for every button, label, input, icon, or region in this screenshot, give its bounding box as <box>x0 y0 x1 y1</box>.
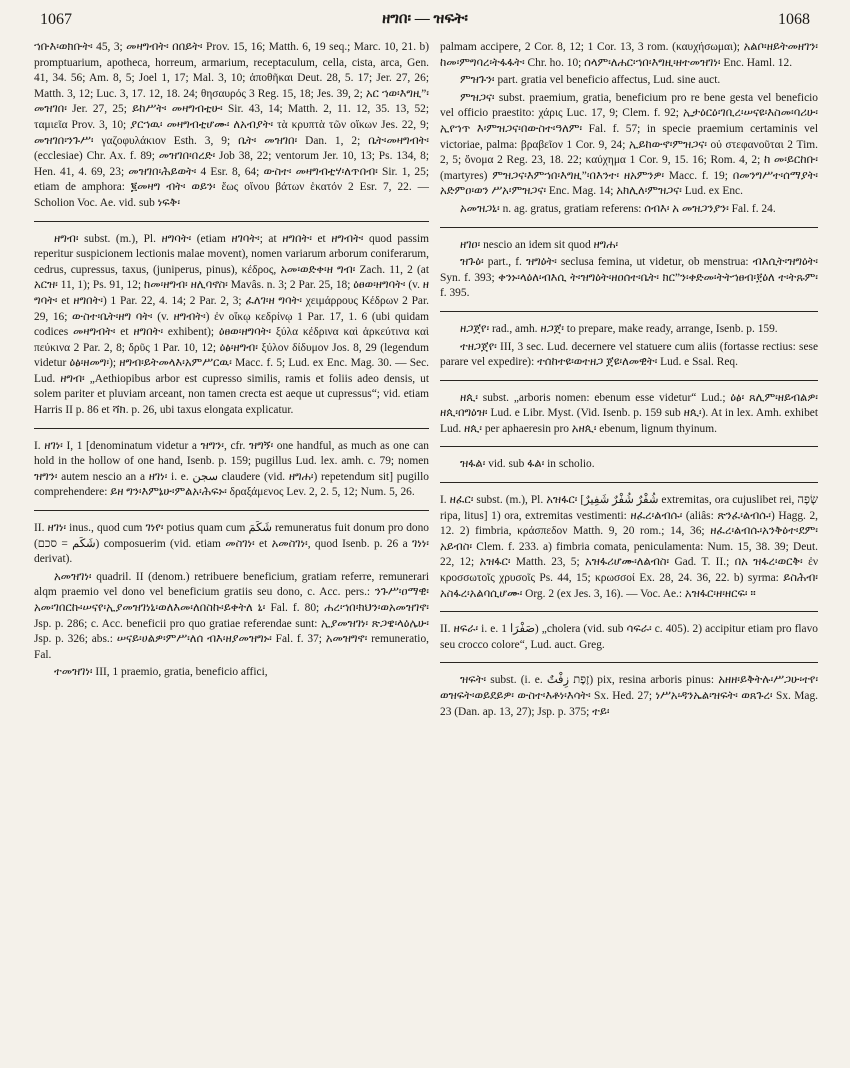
dictionary-entry: ዝፋል፡ vid. sub ፋል፡ in scholio. <box>460 458 595 471</box>
entry-separator <box>34 221 429 222</box>
dictionary-entry: ዘገዐ፡ nescio an idem sit quod ዘግሐ፡ <box>460 238 619 251</box>
right-page-number: 1068 <box>778 11 810 28</box>
dictionary-entry: II. ዘፍራ፡ i. e. صَفْرَا 1) „cholera (vid. sub ሳፍራ፡ c. 405). 2) accipitur etiam pro flavo seu crocco colore“, Lud. auct. Greg. <box>440 623 818 651</box>
dictionary-entry: II. ዘገነ፡ inus., quod cum ገነየ፡ potius quam cum شَكَمَ remuneratus fuit donum pro dono (شَكَم = סכם) composuerim (vid. etiam መስገነ፡ et አመስገነ፡, quod Isenb. p. 26 a ገነነ፡ derivat). <box>34 522 429 566</box>
dictionary-entry: ዝጉዕ፡ part., f. ዝግዕት፡ seclusa femina, ut videtur, ob menstrua: ብእሲት፡ዝግዕት፡ Syn. f. 393; ቀንኑ፡ላዕለ፡ብእሲ ት፡ዝግዕት፡ዘዐሰተ፡ቤት፡ ክር”ን፡ቀድመ፡ትትኀፀብ፡፻ዕለ ተ፡ትጹም፡ f. 395. <box>440 256 818 300</box>
page-header <box>40 12 810 36</box>
dictionary-entry: ዘግብ፡ subst. (m.), Pl. ዘግባት፡ (etiam ዘገባት፡; at ዘግበት፡ et ዘግብት፡ quod passim reperitur suspicionem lectionis malae movent), nomen variarum arborum coniferarum, cedrus, cupressus, taxus, (juniperus, pinus), κέδρος, አመ፡ወድቀ፡ዘ ግብ፡ Zach. 11, 2 (at አርዝ፡ 11, 1); Ps. 91, 12; ከመ፡ዘግብ፡ ዘሊባኖስ፡ Mavâs. n. 3; 2 Par. 25, 18; ዕፀወ፡ዘግባት፡ (v. ዘ ግባት፡ et ዘግበት፡) 1 Par. 22, 4. 14; 2 Par. 2, 3; ፈለገ፡ዘ ግባት፡ χειμάρρους Κέδρων 2 Par. 29, 16; ውስተ፡ቤት፡ዘግ ባት፡ (v. ዘግብት፡) ἐν οἴκῳ κεδρίνῳ 1 Par. 17, 1. 6 (ubi quidam codices መዛግብት፡ et ዘግበት፡ exhibent); ዕፀወ፡ዘግባት፡ ξύλα κέδρινα καὶ ἀρκεύτινα καὶ πεύκινα 2 Par. 2, 8; δρῦς 1 Par. 10, 12; ዕፅ፡ዘግብ፡ ξύλον δίδυμον Jos. 8, 29 (legendum videtur ዕፅ፡ዘመግ፡); ዘግብ፡ይትመላእ፡አምሥርዉ፡ Macc. f. 5; Lud. ex Enc. Mag. 30. — Sec. Lud. ዘግብ፡ „Aethiopibus arbor est cupresso similis, ramis et foliis adeo densis, ut solem pariter et pluviam arceant, non tamen crecta est aeque ut cupressus“; vid. etiam Harris II p. 86 et ሻክ. p. 26, ubi taxus elongata explicatur. <box>34 232 429 417</box>
entry-separator <box>440 380 818 381</box>
entry-separator <box>440 482 818 483</box>
dictionary-entry: ተመዝገነ፡ III, 1 praemio, gratia, beneficio affici, <box>54 666 268 679</box>
entry-separator <box>440 611 818 612</box>
dictionary-entry: ዝፍት፡ subst. (i. e. זֶפֶת زِفْتٌ) pix, resina arboris pinus: አዘዘ፡ይቅትሉ፡ሥጋሁ፡ተየ፡ወዝፍት፡ወይደይዎ፡ ውስተ፡እቶነ፡እሳት፡ Sx. Hed. 27; ነሥአ፡ዳንኤል፡ዝፍት፡ ወጸጉረ፡ Sx. Mag. 23 (Dan. ap. 13, 27); Jsp. p. 375; ተይ፡ <box>440 674 818 718</box>
dictionary-entry: ዘጋጀየ፡ rad., amh. ዘጋጀ፡ to prepare, make ready, arrange, Isenb. p. 159. <box>460 322 778 335</box>
running-head: ዘግበ፡ — ዝፍት፡ <box>382 11 468 27</box>
continued-entry: ኀቡእ፡ወክቡት፡ 45, 3; መዛግብት፡ በበይት፡ Prov. 15, 16; Matth. 6, 19 seq.; Marc. 10, 21. b) promptuarium, apotheca, horreum, armarium, receptaculum, cella, cista, arca, Gen. 41, 34. 56; Am. 8, 5; Joel 1, 17; Mal. 3, 10; ἀποθῆκαι Deut. 28, 5. 17; Jer. 27, 26; Matth. 3, 12; Luc. 3, 17. 12, 18. 24; θησαυρός 3 Reg. 15, 18; Jes. 39, 2; አር ኀወ፡እግዚ”፡ መዝገበ፡ Jer. 27, 25; ይከሥት፡ መዛግብቲሁ፡ Sir. 43, 14; Matth. 2, 11. 12, 35. 13, 52; ταμιεῖα Prov. 3, 10; ያርኀዉ፡ መዛግብቲሆሙ፡ ለአብያት፡ τὰ κρυπτὰ τῶν οἴκων Jes. 22, 9; መዝገበ፡ንጉሥ፡ γαζοφυλάκιον Esth. 3, 9; ቤት፡ መዝገበ፡ Dan. 1, 2; ቤት፡መዛግብት፡ (ecclesiae) Chr. Ax. f. 89; መዝገበ፡በረድ፡ Job 38, 22; ventorum Jer. 10, 13; Ps. 134, 8; Hen. 41, 4. 69, 23; መዝገበ፡ሕይወት፡ 4 Esr. 8, 64; ውስተ፡ መዛግብቲሃ፡ለጥበብ፡ Sir. 1, 25; etiam de amphora: ፪መዛግ ብት፡ ወይን፡ ἕως οἴνου βάτων ἑκατόν 2 Esr. 7, 22. — Scholion Voc. Ae. vid. sub ነፍቅ፡ <box>34 41 429 209</box>
dictionary-entry: I. ዘፈር፡ subst. (m.), Pl. አዝፋር፡ [شُفْرٌ شُفْرٌ شَفِيرٌ extremitas, ora cujuslibet rei, שָׂפָה ripa, litus] 1) ora, extremitas vestimenti: ዘፈረ፡ልብሱ፡ (aliâs: ጽንፈ፡ልብሱ፡) Hagg. 2, 12. 2) fimbria, κράσπεδον Matth. 9, 20 rom.; 14, 36; ዘፈረ፡ልብሱ፡አንቅዕተ፡ደም፡አይብስ፡ Clem. f. 233. a) fimbria comata, peniculamenta: Num. 15, 38. 39; Deut. 22, 12; አዝፋር፡ Matth. 23, 5; አዝፋሪሆሙ፡ለልብስ፡ Gad. T. II.; በአ ዝፋረ፡ወርቅ፡ ἐν κροσσωτοῖς χρυσοῖς Ps. 44, 15; κρωσσοί Ex. 28, 24. 36, 22. b) syrma: ይስሕብ፡አስፋረ፡አልባሲሆሙ፡ Org. 2 (ex Jes. 3, 16). — Voc. Ae.: አዝፋር፡ዘ፡ዘርፍ፡ ። <box>440 494 818 600</box>
dictionary-entry: ምዝጉን፡ part. gratia vel beneficio affectus, Lud. sine auct. <box>460 74 721 87</box>
continued-entry: palmam accipere, 2 Cor. 8, 12; 1 Cor. 13, 3 rom. (καυχήσωμαι); አልቦ፡ዘይትመዘገን፡ከመ፡ምግባረ፡ትፋፋት፡ Chr. ho. 10; ሰላም፡ለሐር፡ኀበ፡እግዚ፡ዘተመዝገነ፡ Enc. Haml. 12. <box>440 41 818 69</box>
dictionary-entry: I. ዘገነ፡ I, 1 [denominatum videtur a ዝግን፡, cfr. ዝግኝ፡ one handful, as much as one can hold in the hollow of one hand, Isenb. p. 159; pugillus Lud. lex. amh. c. 79; nomen ዝግን፡ autem nescio an a ዘገነ፡ i. e. سجن claudere (vid. ዘግሐ፡) repetendum sit] pugillo comprehendere: ይዘ ግን፡እምኔሁ፡ምልአ፡ሕፍኑ፡ δραξάμενος Lev. 2, 2. 5, 12; Num. 5, 26. <box>34 439 429 499</box>
entry-separator <box>440 227 818 228</box>
entry-separator <box>34 428 429 429</box>
left-page-number: 1067 <box>40 11 72 28</box>
entry-separator <box>440 446 818 447</box>
dictionary-entry: አመዝገነ፡ quadril. II (denom.) retribuere beneficium, gratiam referre, remunerari alqm praemio vel dono vel beneficium gratiis seu dono, c. Acc. pers.: ንጉሥ፡ዐማዊ፡ አመ፡ገበርኩ፡ሠናየ፡ኢያመዝገነኒ፡ወለእመ፡ለበስኩ፡ይቀትለ ኒ፡ Fal. f. 80; ሐረ፡ኀበ፡ክህን፡ወአመዝገኖ፡ Jsp. p. 286; c. Acc. beneficii pro quo gratiae referendae sunt: ኢያመዝገነ፡ ጽጋዌ፡ላዕሌሁ፡ Jsp. p. 326; abs.: ሠናይ፡ሀልዎ፡ምሥ፡ለሰ ብእ፡ዘያመዝግኑ፡ Fal. f. 37; አመዝግኖ፡ remuneratio, Fal. <box>34 570 429 661</box>
entry-separator <box>440 662 818 663</box>
right-column <box>440 40 818 1062</box>
entry-separator <box>440 311 818 312</box>
entry-separator <box>34 510 429 511</box>
dictionary-entry: ተዘጋጀየ፡ III, 3 sec. Lud. decernere vel statuere cum aliis (fortasse rectius: sese parare vel expedire): ተሰከተዩ፡ወተዘጋ ጀዩ፡ለመዊት፡ Lud. e Ssal. Req. <box>440 340 818 369</box>
dictionary-entry: ዘጲ፡ subst. „arboris nomen: ebenum esse videtur“ Lud.; ዕፅ፡ ጸሊም፡ዘይብልዎ፡ዘጲ፡በግዕዝ፡ Lud. e Libr. Myst. (Vid. Isenb. p. 159 sub ዘጲ፡). At in lex. Amh. exhibet Lud. ዘጲ፡ per aphaeresin pro አዘጲ፡ ebenum, lignum thyinum. <box>440 391 818 435</box>
dictionary-entry: አመዝጋኒ፡ n. ag. gratus, gratiam referens: ሰብእ፡ አ መዝጋንያን፡ Fal. f. 24. <box>460 202 776 215</box>
dictionary-entry: ምዝጋና፡ subst. praemium, gratia, beneficium pro re bene gesta vel beneficio vel officio praestito: χάρις Luc. 17, 9; Clem. f. 92; ኢታዕርዕ፡ገቢረ፡ሠናዩ፡እስመ፡ባሪሁ፡ኢየኀጥ እ፡ምዝጋና፡በውስተ፡ዓለም፡ Fal. f. 57; in specie praemium certaminis vel victoriae, palma: βραβεῖον 1 Cor. 9, 24; ኢይከውኖ፡ምዝጋና፡ οὐ στεφανοῦται 2 Tim. 2, 5; ὄνομα 2 Reg. 23, 18. 22; καύχημα 1 Cor. 9, 15. 16; Rom. 4, 2; ከ መ፡ይርከቡ፡ (martyres) ምዝጋና፡እምኀበ፡እግዚ”፡በእንተ፡ ዘአምንዎ፡ Macc. f. 19; በመንግሥተ፡ሰማያት፡አድምዐ፡ወን ሥአ፡ምዝጋና፡ Enc. Mag. 14; አክሊለ፡ምዝጋና፡ Lud. ex Enc. <box>440 91 818 198</box>
left-column <box>34 40 429 1062</box>
